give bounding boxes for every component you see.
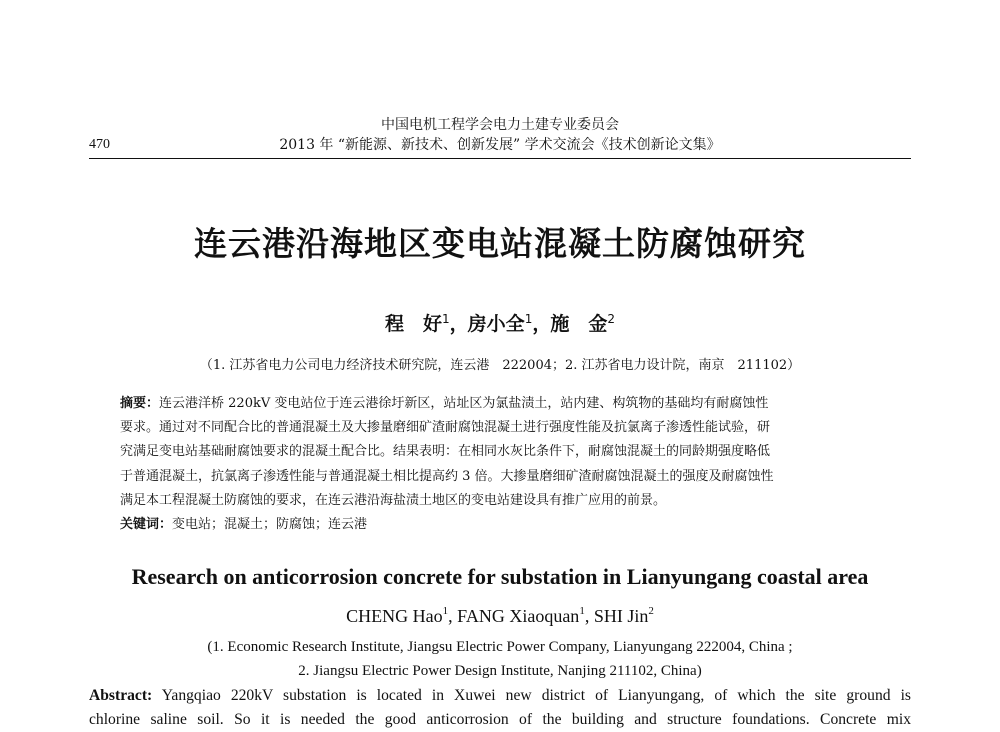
author-cn: 房小全 (467, 313, 525, 335)
author-separator: , (584, 606, 594, 626)
author-en: SHI Jin (593, 606, 649, 626)
author-affiliation-mark: 1 (524, 312, 533, 326)
abstract-cn-line: 于普通混凝土，抗氯离子渗透性能与普通混凝土相比提高约 3 倍。大掺量磨细矿渣耐腐蚀混凝土的强度及耐腐蚀性 (120, 468, 774, 484)
page-number: 470 (89, 137, 110, 152)
running-header-proceedings: 2013 年 “新能源、新技术、创新发展” 学术交流会《技术创新论文集》 (279, 137, 721, 153)
affiliation-en-line: 2. Jiangsu Electric Power Design Institute, Nanjing 211102, China) (298, 663, 702, 679)
author-separator: , (448, 606, 458, 626)
author-cn: 施 金 (550, 313, 608, 335)
abstract-cn-line: 满足本工程混凝土防腐蚀的要求，在连云港沿海盐渍土地区的变电站建设具有推广应用的前景。 (120, 492, 667, 508)
keywords-cn-label: 关键词： (120, 517, 173, 532)
author-cn: 程 好 (385, 313, 443, 335)
running-header (89, 136, 911, 159)
abstract-en-line: Abstract: Yangqiao 220kV substation is located in Xuwei new district of Lianyungang, of which the site ground is (89, 687, 911, 704)
paper-title-en: Research on anticorrosion concrete for substation in Lianyungang coastal area (131, 564, 869, 589)
affiliation-cn: （1. 江苏省电力公司电力经济技术研究院，连云港 222004；2. 江苏省电力设计院，南京 211102） (199, 358, 801, 373)
author-affiliation-mark: 1 (442, 312, 450, 326)
authors-cn (0, 306, 1000, 337)
abstract-cn (120, 392, 880, 513)
abstract-cn-label: 摘要： (120, 396, 160, 411)
abstract-en-line: chlorine saline soil. So it is needed the good anticorrosion of the building and structure foundations. Concrete mix (89, 711, 911, 728)
author-affiliation-mark: 2 (607, 312, 615, 326)
abstract-cn-line: 要求。通过对不同配合比的普通混凝土及大掺量磨细矿渣耐腐蚀混凝土进行强度性能及抗氯离子渗透性能试验，研 (120, 420, 771, 436)
keywords-cn (120, 514, 880, 536)
author-separator: ， (449, 313, 469, 335)
author-separator: ， (532, 313, 552, 335)
keywords-cn-text: 变电站；混凝土；防腐蚀；连云港 (172, 517, 368, 532)
author-affiliation-mark: 1 (442, 605, 449, 617)
abstract-en (89, 684, 911, 732)
abstract-cn-line: 究满足变电站基础耐腐蚀要求的混凝土配合比。结果表明：在相同水灰比条件下，耐腐蚀混凝土的同龄期强度略低 (120, 444, 771, 460)
affiliation-en-line: (1. Economic Research Institute, Jiangsu Electric Power Company, Lianyungang 222004, China ; (207, 639, 793, 655)
author-en: CHENG Hao (346, 606, 443, 626)
running-header-organization: 中国电机工程学会电力土建专业委员会 (381, 117, 619, 133)
authors-en (0, 599, 1000, 628)
author-affiliation-mark: 1 (579, 605, 585, 617)
author-en: FANG Xiaoquan (457, 606, 580, 626)
author-affiliation-mark: 2 (648, 605, 654, 617)
abstract-cn-line: 摘要：连云港洋桥 220kV 变电站位于连云港徐圩新区，站址区为氯盐渍土，站内建、构筑物的基础均有耐腐蚀性 (120, 396, 769, 411)
paper-title-cn: 连云港沿海地区变电站混凝土防腐蚀研究 (194, 224, 806, 263)
abstract-en-label: Abstract: (89, 687, 153, 704)
